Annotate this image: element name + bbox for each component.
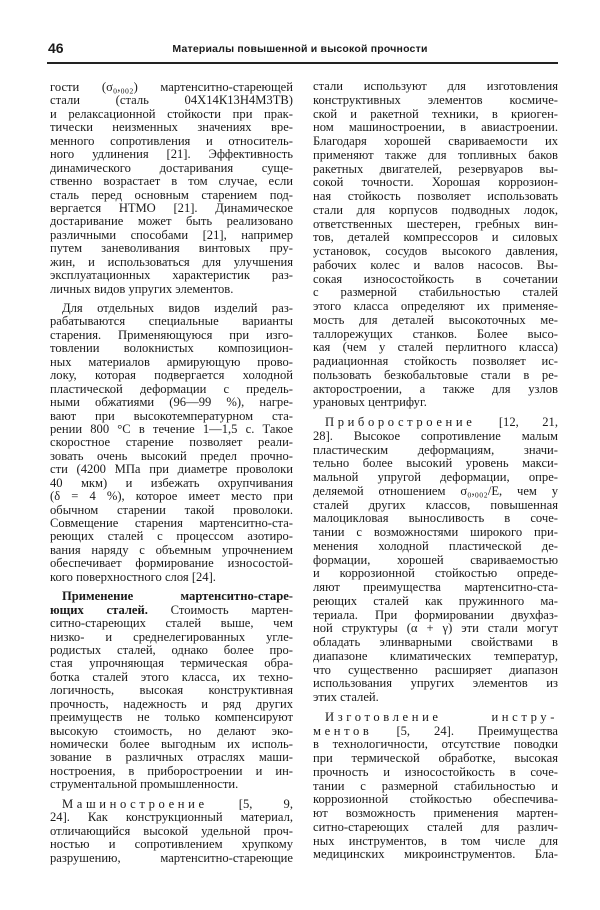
- text-line: динамического достаривания суще-: [50, 160, 293, 175]
- text-line: этих сталей.: [313, 690, 379, 704]
- text-line: Совмещение старения мартенситно-ста-: [50, 516, 293, 530]
- text-line: ситно-стареющих сталей для различ-: [313, 819, 558, 834]
- text-line: кого поверхностного слоя [24].: [50, 569, 216, 584]
- text-line: сокой точности. Хорошая коррозион-: [313, 175, 558, 190]
- text-line: [50, 590, 293, 603]
- text-line: при термической обработке, высокая: [313, 751, 558, 765]
- text-line: тании с размерной стабильностью и: [313, 778, 558, 793]
- text-line: формации, хорошей свариваемостью: [313, 552, 558, 567]
- running-title: Материалы повышенной и высокой прочности: [172, 43, 428, 55]
- text-line: Для отдельных видов изделий раз-: [62, 301, 293, 315]
- text-line: вают при высокотемпературном ста-: [50, 408, 293, 423]
- text-line: логичность, высокая конструктивная: [50, 683, 293, 698]
- text-line: ного удлинения [21]. Эффективность: [50, 147, 293, 162]
- text-line: в технологичности, отсутствие поводки: [313, 737, 558, 752]
- text-line: [50, 798, 293, 811]
- header-rule: [47, 62, 558, 64]
- text-line: товлении волокнистых композицион-: [50, 341, 293, 356]
- spaced-heading: Изготовление инстру-: [325, 709, 558, 724]
- text-line: ных инструментов, в том числе для: [313, 833, 558, 848]
- text-line: личных видов упругих элементов.: [50, 281, 234, 296]
- text-line: таллорежущих станков. Более высо-: [313, 326, 558, 341]
- text-line: ных материалов армирующую прово-: [50, 354, 293, 369]
- text-line: скоростное старение позволяет реали-: [50, 435, 293, 450]
- text-line: ментов [5, 24]. Преимущества: [313, 723, 558, 738]
- text-line: достаривание может быть реализовано: [50, 214, 293, 229]
- text-line: ют возможность применения мартен-: [313, 806, 558, 820]
- text-line: путем заневоливания винтовых пру-: [50, 241, 293, 256]
- paragraph: [313, 711, 558, 862]
- spaced-heading: Машиностроение: [62, 796, 208, 811]
- text-line: старения. Применяющуюся при изго-: [50, 327, 293, 342]
- text-line: обладать элинварными свойствами в: [313, 635, 558, 649]
- text-line: сти (4200 МПа при диаметре проволоки: [50, 462, 293, 477]
- text-line: ном машиностроении, в авиастроении.: [313, 120, 558, 135]
- paragraph: [50, 302, 293, 584]
- text-line: родистых сталей, однако более про-: [50, 642, 293, 657]
- text-line: прочность, надежность и ряд других: [50, 696, 293, 711]
- text-line: и коррозионной стойкостью опреде-: [313, 566, 558, 581]
- text-line: ной структуры (α + γ) эти стали могут: [313, 621, 558, 636]
- text-line: сталь перед основным старением под-: [50, 187, 293, 202]
- text-line: сокая износостойкость в сочетании: [313, 271, 558, 286]
- text-line: использования упругих элементов из: [313, 676, 558, 691]
- text-line: и релаксационной стойкости при прак-: [50, 106, 293, 121]
- heading-continuation: ментов: [313, 723, 373, 738]
- text-line: сталей других классов, повышенная: [313, 497, 558, 512]
- right-column: [313, 80, 558, 868]
- text-line: прочность и износостойкость в соче-: [313, 764, 558, 779]
- text-line: зовать очень высокий предел прочно-: [50, 448, 293, 463]
- text-line: гости (σ₀,₀₀₂) мартенситно-стареющей: [50, 80, 293, 94]
- text-line: зование в различных отраслях маши-: [50, 750, 293, 765]
- text-line: вания наряду с объемным упрочнением: [50, 542, 293, 557]
- left-column: [50, 81, 293, 871]
- section-heading: Применение мартенситно-старе-: [62, 589, 293, 604]
- heading-continuation: ющих сталей.: [50, 602, 148, 617]
- spaced-heading: Приборостроение: [325, 415, 476, 429]
- text-line: [313, 711, 558, 725]
- text-line: ситно-стареющих сталей выше, чем: [50, 616, 293, 631]
- text-line: отличающийся высокой удельной проч-: [50, 823, 293, 838]
- text-line: что существенно расширяет диапазон: [313, 662, 558, 677]
- text-line: струментальной промышленности.: [50, 777, 239, 792]
- paragraph: [313, 416, 558, 705]
- text-line: пластической деформации с предель-: [50, 381, 293, 396]
- text-line: мальной упругой деформации, опре-: [313, 470, 558, 484]
- text-line: ственно возрастает в том случае, если: [50, 174, 293, 189]
- text-line: кая (чем у сталей перлитного класса): [313, 340, 558, 355]
- text-line: ляют преимущества мартенситно-ста-: [313, 580, 558, 594]
- text-line: стали используют для изготовления: [313, 79, 558, 93]
- text-line: вергается НТМО [21]. Динамическое: [50, 200, 293, 215]
- text-line: установок, сосудов высокого давления,: [313, 244, 558, 258]
- text-line: конструктивных элементов космиче-: [313, 92, 558, 107]
- text-line: 28]. Высокое сопротивление малым: [313, 428, 558, 443]
- text-line: стая упрочняющая термическая обра-: [50, 656, 293, 671]
- text-line: урановых центрифуг.: [313, 395, 427, 410]
- text-line: менного сопротивления и относитель-: [50, 133, 293, 148]
- reference: [12, 21,: [498, 415, 558, 429]
- text-line: тов, деталей компрессоров и силовых: [313, 230, 558, 245]
- text-line: различными способами [21], например: [50, 227, 293, 242]
- text-line: коррозионной стойкостью обеспечива-: [313, 792, 558, 807]
- text-line: 24]. Как конструкционный материал,: [50, 810, 293, 825]
- text-line: стали для корпусов подводных лодок,: [313, 202, 558, 217]
- text-line: с размерной стабильностью сталей: [313, 285, 558, 300]
- text-line: пластическим деформациям, значи-: [313, 442, 558, 457]
- text-line: этого класса определяют их применяе-: [313, 299, 558, 313]
- paragraph: [50, 590, 293, 792]
- paragraph: [313, 80, 558, 410]
- text-line: высокую стоимость, но делают эко-: [50, 723, 293, 738]
- text-line: номически более выгодным их исполь-: [50, 737, 293, 751]
- text-line: стали (сталь 04Х14К13Н4М3ТВ): [50, 93, 293, 108]
- page-number: 46: [48, 40, 64, 56]
- text-line: медицинских микроинструментов. Бла-: [313, 847, 558, 862]
- text-line: ской и ракетной техники, в криоген-: [313, 106, 558, 121]
- text-line: рении 800 °C в течение 1—1,5 с. Такое: [50, 421, 293, 436]
- text-line: низко- и среднелегированных угле-: [50, 629, 293, 644]
- text-line: реющих сталей как пружинного ма-: [313, 593, 558, 608]
- text-line: ными обжатиями (96—99 %), нагре-: [50, 395, 293, 410]
- paragraph: [50, 798, 293, 865]
- text-line: жин, и использоваться для улучшения: [50, 254, 293, 269]
- text-line: ботка сталей этого класса, их техно-: [50, 669, 293, 684]
- text-line: диапазоне климатических температур,: [313, 648, 558, 663]
- reference: [5, 9,: [238, 796, 293, 811]
- paragraph: [50, 81, 293, 296]
- text-line: малоцикловая выносливость в соче-: [313, 511, 558, 526]
- text-line: 40 мкм) и избежать охрупчивания: [50, 475, 293, 490]
- text-line: эксплуатационных характеристик раз-: [50, 268, 293, 283]
- text-line: рабочих колес и валов насосов. Вы-: [313, 257, 558, 272]
- text-line: [313, 416, 558, 430]
- text-line: пользовать безкобальтовые стали в ре-: [313, 367, 558, 382]
- text-line: (δ = 4 %), которое имеет место при: [50, 489, 293, 504]
- text-line: Благодаря хорошей свариваемости их: [313, 134, 558, 148]
- text-line: ракетных двигателей, резервуаров вы-: [313, 161, 558, 176]
- text-line: тании с возможностями широкого при-: [313, 525, 558, 539]
- text-line: тельно более высокий уровень макси-: [313, 456, 558, 471]
- text-line: применяют также для топливных баков: [313, 147, 558, 162]
- text-line: мость для деталей высокоточных ме-: [313, 312, 558, 327]
- text-line: ная стойкость позволяет использовать: [313, 189, 558, 203]
- text-line: обеспечивает формирование износостой-: [50, 556, 293, 571]
- text-line: менения холодной пластической де-: [313, 538, 558, 553]
- text-line: ностроения, в приборостроении и ин-: [50, 763, 293, 778]
- text-line: акторостроении, а также для узлов: [313, 381, 558, 396]
- text-line: ющих сталей. Стоимость мартен-: [50, 602, 293, 617]
- text-line: рабатываются специальные варианты: [50, 314, 293, 329]
- text-line: тически неизменных значениях вре-: [50, 120, 293, 135]
- text-line: обычном старении такой проволоки.: [50, 502, 293, 517]
- text-line: радиационная стойкость позволяет ис-: [313, 354, 558, 368]
- text-line: локу, которая подвергается холодной: [50, 368, 293, 383]
- text-line: реющих сталей с процессом азотиро-: [50, 529, 293, 544]
- text-line: териала. При формировании двухфаз-: [313, 607, 558, 622]
- text-line: ответственных шестерен, гребных вин-: [313, 216, 558, 231]
- text-line: ностью и сопротивлением хрупкому: [50, 837, 293, 852]
- text-line: деляемой отношением σ₀,₀₀₂/E, чем у: [313, 483, 558, 498]
- text-line: разрушению, мартенситно-стареющие: [50, 850, 293, 865]
- text-line: преимуществ не только компенсируют: [50, 710, 293, 725]
